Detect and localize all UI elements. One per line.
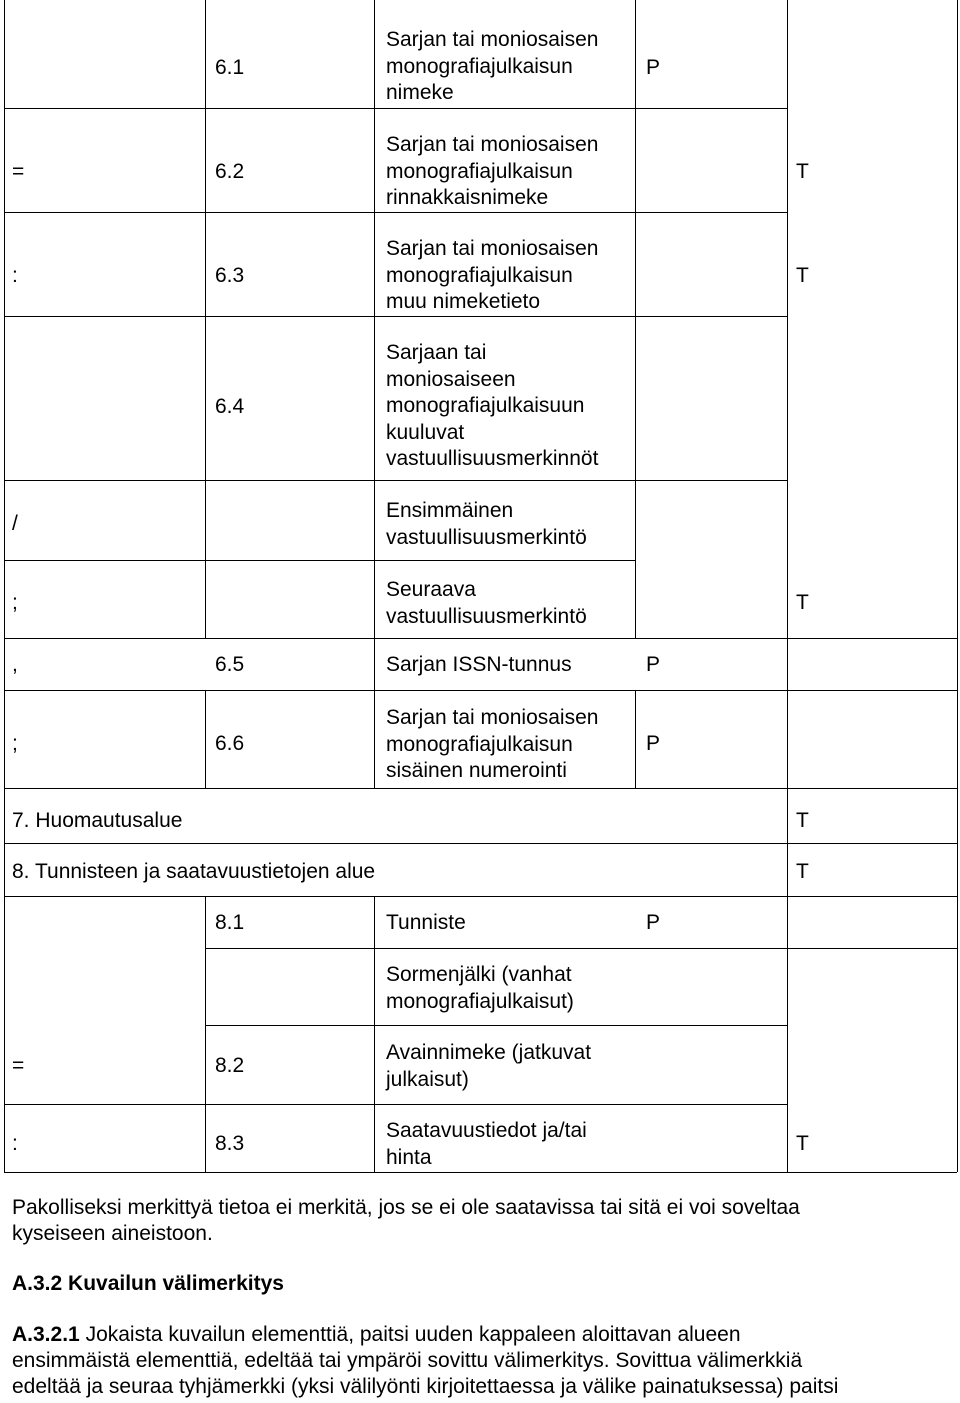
element-number: 8.3 <box>215 1132 245 1155</box>
row-line-12 <box>205 1025 787 1026</box>
element-name: Ensimmäinen vastuullisuusmerkintö <box>386 499 587 549</box>
col-divider-2b <box>374 896 375 1172</box>
col-divider-1 <box>205 0 206 638</box>
status-mark: P <box>646 732 661 755</box>
row-line-4 <box>4 480 787 481</box>
element-number: 6.4 <box>215 395 245 418</box>
status-mark: T <box>796 860 809 883</box>
row-line-10 <box>4 896 957 897</box>
area-heading: 7. Huomautusalue <box>12 809 183 832</box>
element-number: 8.1 <box>215 911 245 934</box>
element-name: Saatavuustiedot ja/tai hinta <box>386 1119 587 1169</box>
status-mark: T <box>796 1132 809 1155</box>
punctuation-mark: = <box>12 1054 25 1077</box>
element-number: 8.2 <box>215 1054 245 1077</box>
status-mark: T <box>796 160 809 183</box>
row-line-5 <box>4 560 635 561</box>
element-number: 6.1 <box>215 56 245 79</box>
row-line-13 <box>4 1104 787 1105</box>
body-paragraph: A.3.2.1 Jokaista kuvailun elementtiä, paitsi uuden kappaleen aloittavan alueen ensimmäistä elementtiä, edeltää tai ympäröi sovittu välimerkitys. Sovittua välimerkkiä edeltää ja seuraa tyhjämerkki (yksi välilyönti kirjoitettaessa ja välike painatuksessa) paitsi <box>12 1323 839 1398</box>
element-name: Sarjan tai moniosaisen monografiajulkaisun sisäinen numerointi <box>386 706 599 782</box>
punctuation-mark: ; <box>12 591 18 614</box>
element-name: Sarjaan tai moniosaiseen monografiajulkaisuun kuuluvat vastuullisuusmerkinnöt <box>386 341 599 470</box>
status-mark: P <box>646 653 661 676</box>
area-heading: 8. Tunnisteen ja saatavuustietojen alue <box>12 860 376 883</box>
col-divider-3 <box>635 0 636 638</box>
element-number: 6.6 <box>215 732 245 755</box>
section-heading: A.3.2 Kuvailun välimerkitys <box>12 1272 284 1295</box>
col-divider-1b <box>205 690 206 788</box>
punctuation-mark: = <box>12 160 25 183</box>
col-divider-2 <box>374 0 375 788</box>
element-name: Sarjan tai moniosaisen monografiajulkaisun rinnakkaisnimeke <box>386 133 599 209</box>
status-mark: P <box>646 911 661 934</box>
status-mark: T <box>796 591 809 614</box>
punctuation-mark: / <box>12 512 18 535</box>
status-mark: T <box>796 264 809 287</box>
status-mark: T <box>796 809 809 832</box>
element-name: Sormenjälki (vanhat monografiajulkaisut) <box>386 963 574 1013</box>
table-border-right <box>957 0 958 1172</box>
row-line-6 <box>4 638 957 639</box>
punctuation-mark: : <box>12 1132 18 1155</box>
element-name: Tunniste <box>386 911 466 934</box>
row-line-7 <box>4 690 957 691</box>
row-line-3 <box>4 316 787 317</box>
element-name: Avainnimeke (jatkuvat julkaisut) <box>386 1041 592 1091</box>
element-name: Seuraava vastuullisuusmerkintö <box>386 578 587 628</box>
paragraph-number: A.3.2.1 <box>12 1323 80 1346</box>
row-line-9 <box>4 843 957 844</box>
element-number: 6.5 <box>215 653 245 676</box>
row-line-11 <box>205 948 957 949</box>
element-name: Sarjan tai moniosaisen monografiajulkaisun muu nimeketieto <box>386 237 599 313</box>
table-border-left <box>4 0 5 1172</box>
col-divider-1c <box>205 896 206 1172</box>
punctuation-mark: : <box>12 264 18 287</box>
element-number: 6.2 <box>215 160 245 183</box>
element-name: Sarjan tai moniosaisen monografiajulkaisun nimeke <box>386 28 599 104</box>
col-divider-4 <box>787 0 788 1172</box>
punctuation-mark: , <box>12 653 18 676</box>
punctuation-mark: ; <box>12 732 18 755</box>
table-border-bottom <box>4 1172 957 1173</box>
status-mark: P <box>646 56 661 79</box>
element-name: Sarjan ISSN-tunnus <box>386 653 572 676</box>
col-divider-3b <box>635 690 636 788</box>
element-number: 6.3 <box>215 264 245 287</box>
row-line-2 <box>4 212 787 213</box>
note-paragraph: Pakolliseksi merkittyä tietoa ei merkitä, jos se ei ole saatavissa tai sitä ei voi soveltaa kyseiseen aineistoon. <box>12 1196 800 1245</box>
row-line-1 <box>4 108 787 109</box>
row-line-8 <box>4 788 957 789</box>
